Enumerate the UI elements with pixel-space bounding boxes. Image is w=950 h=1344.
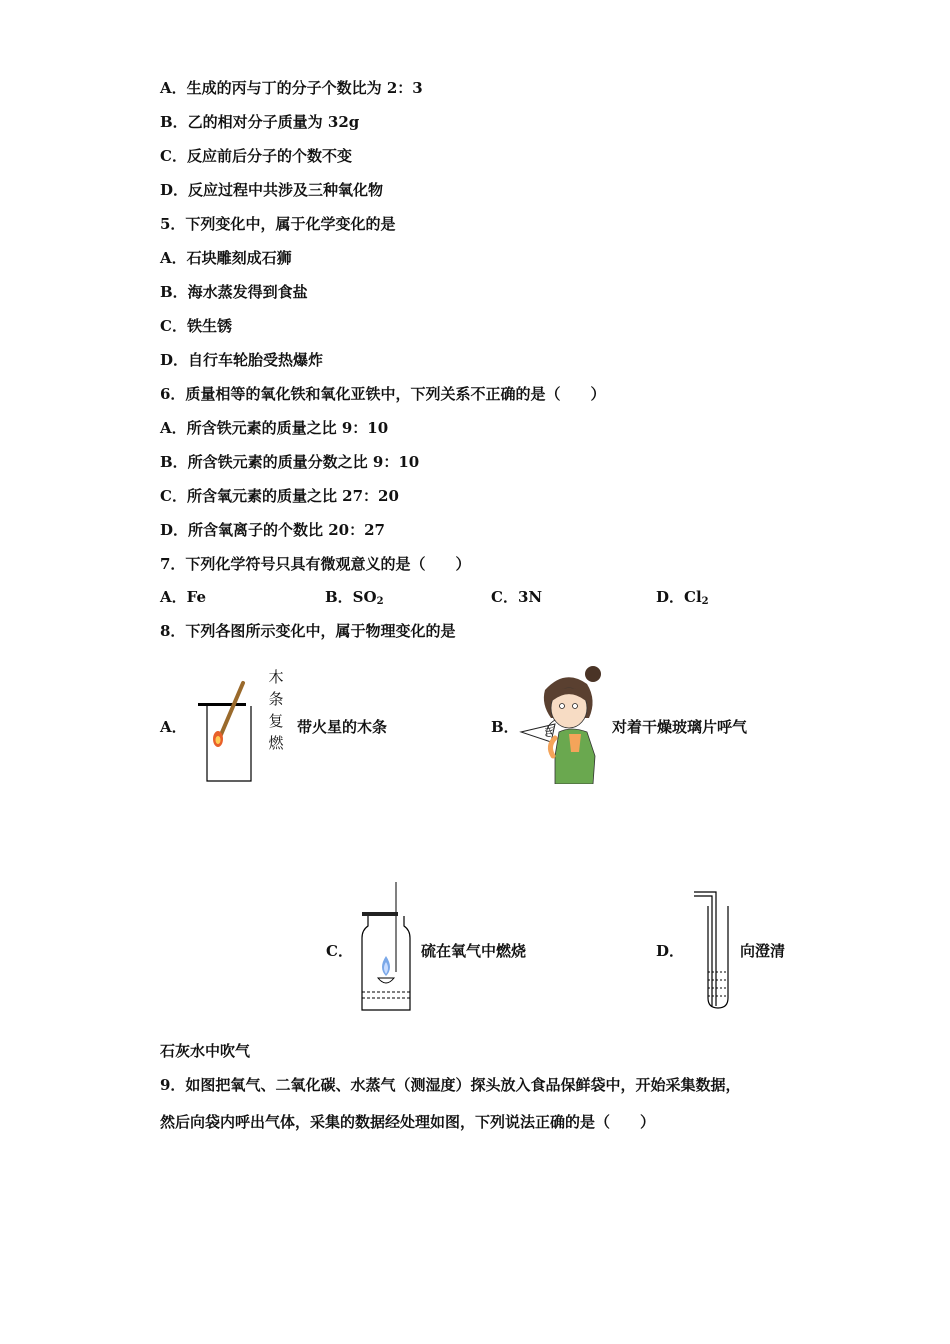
bottle-with-splint-figure [195, 665, 265, 787]
q6-option-a: A．所含铁元素的质量之比 9：10 [160, 419, 389, 437]
limewater-test-tube-figure [690, 886, 730, 1012]
q5-option-d: D．自行车轮胎受热爆炸 [160, 351, 324, 369]
sulfur-combustion-bottle-figure [356, 880, 416, 1014]
q8-c-caption: 硫在氧气中燃烧 [421, 942, 527, 960]
q4-option-c: C．反应前后分子的个数不变 [160, 147, 352, 165]
relight-char-3: 复 [268, 712, 284, 730]
q7-option-d-text: D．Cl [656, 588, 702, 606]
q8-b-caption: 对着干燥玻璃片呼气 [612, 718, 748, 736]
q8-a-caption: 带火星的木条 [297, 718, 388, 736]
q7-option-d-subscript: 2 [701, 596, 709, 607]
q7-option-b [325, 587, 384, 612]
q4-option-d: D．反应过程中共涉及三种氧化物 [160, 181, 384, 199]
q7-option-d [656, 587, 709, 612]
q6-stem: 6．质量相等的氧化铁和氧化亚铁中，下列关系不正确的是（ ） [160, 385, 606, 403]
q8-d-caption-continued: 石灰水中吹气 [160, 1042, 251, 1060]
q5-option-b: B．海水蒸发得到食盐 [160, 283, 308, 301]
svg-text:ぎ: ぎ [543, 725, 556, 739]
q7-option-c: C．3N [491, 588, 543, 606]
q8-a-letter: A． [160, 718, 187, 736]
q8-d-caption: 向澄清 [740, 942, 786, 960]
q5-stem: 5．下列变化中，属于化学变化的是 [160, 215, 396, 233]
q7-option-a: A．Fe [160, 588, 207, 606]
relight-char-1: 木 [268, 668, 284, 686]
q7-stem: 7．下列化学符号只具有微观意义的是（ ） [160, 555, 471, 573]
q6-option-b: B．所含铁元素的质量分数之比 9：10 [160, 453, 420, 471]
girl-breathing-on-glass-figure [515, 660, 607, 784]
relight-char-2: 条 [268, 690, 284, 708]
q5-option-a: A．石块雕刻成石狮 [160, 249, 292, 267]
q6-option-c: C．所含氧元素的质量之比 27：20 [160, 487, 399, 505]
q5-option-c: C．铁生锈 [160, 317, 232, 335]
q4-option-b: B．乙的相对分子质量为 32g [160, 113, 360, 131]
q9-stem-line-2: 然后向袋内呼出气体，采集的数据经处理如图，下列说法正确的是（ ） [160, 1113, 656, 1131]
q8-stem: 8．下列各图所示变化中，属于物理变化的是 [160, 622, 456, 640]
q6-option-d: D．所含氧离子的个数比 20：27 [160, 521, 385, 539]
q9-stem-line-1: 9．如图把氧气、二氧化碳、水蒸气（测湿度）探头放入食品保鲜袋中，开始采集数据， [160, 1076, 741, 1094]
q8-d-letter: D． [656, 942, 685, 960]
relight-char-4: 燃 [268, 734, 284, 752]
q8-b-letter: B． [491, 718, 519, 736]
q7-option-b-subscript: 2 [376, 596, 384, 607]
q8-c-letter: C． [326, 942, 353, 960]
q4-option-a: A．生成的丙与丁的分子个数比为 2：3 [160, 79, 423, 97]
q7-option-b-text: B．SO [325, 588, 377, 606]
